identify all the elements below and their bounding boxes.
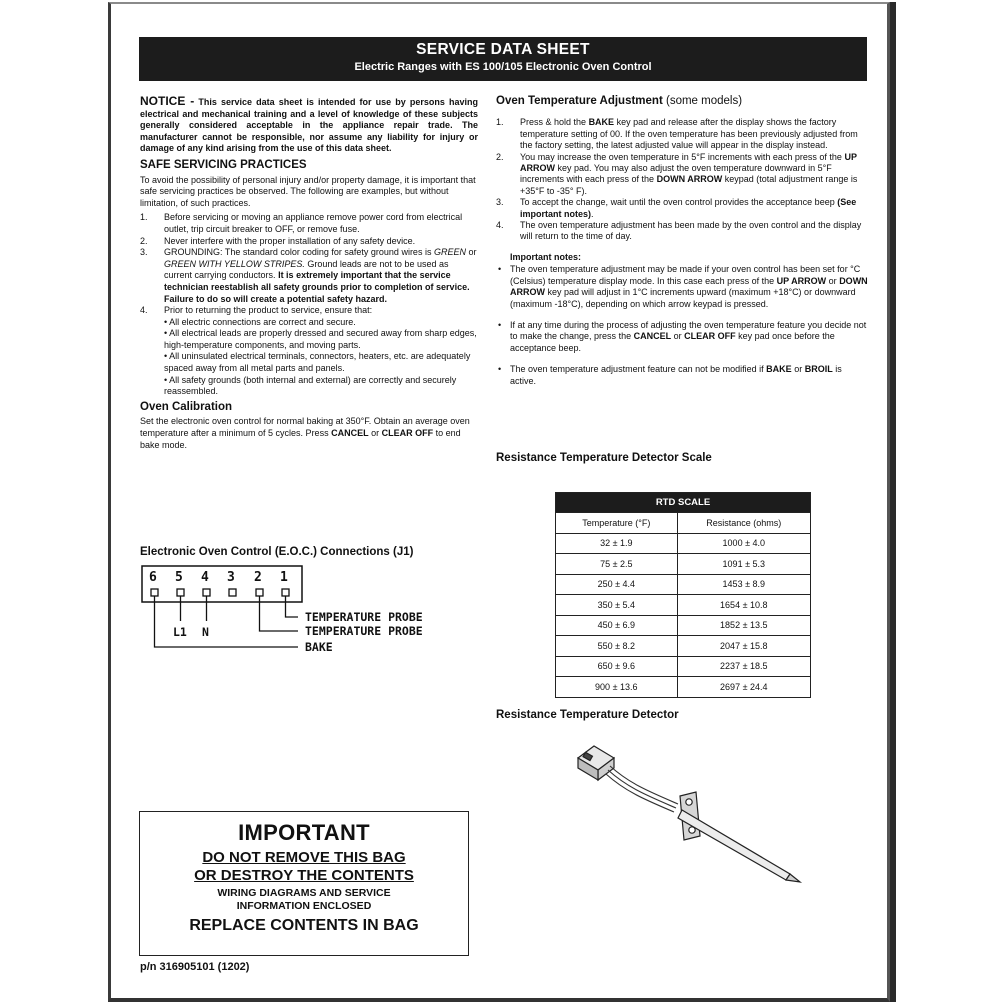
- pin-6: [151, 589, 158, 596]
- resistance-cell: 1453 ± 8.9: [677, 574, 810, 595]
- list-item: 4. Prior to returning the product to service, ensure that: • All electric connections are correct and secure. • All electrical leads are properly dressed and secured away from sharp edges, high-temperature components, and moving parts. • All uninsulated electrical terminals, connectors, heaters, etc. are adequately spaced away from all metal parts and panels. • All safety grounds (both internal and external) are correctly and securely reassembled.: [140, 305, 477, 397]
- table-row: [556, 677, 811, 698]
- important-line-2: OR DESTROY THE CONTENTS: [194, 867, 414, 884]
- list-item: 3. GROUNDING: The standard color coding for safety ground wires is GREEN or GREEN WITH YELLOW STRIPES. Ground leads are not to be used as current carrying conductors. It is extremely important that the service technician reestablish all safety grounds prior to completion of service. Failure to do so will create a potential safety hazard.: [140, 247, 477, 304]
- pin-label-4: 4: [201, 570, 209, 585]
- probe-connector: [578, 746, 614, 780]
- table-row: [556, 574, 811, 595]
- connector-diagram: [140, 563, 460, 663]
- pin-3: [229, 589, 236, 596]
- temperature-cell: 350 ± 5.4: [556, 595, 678, 616]
- pin-label-2: 2: [254, 570, 262, 585]
- temperature-cell: 32 ± 1.9: [556, 533, 678, 554]
- important-line-1: DO NOT REMOVE THIS BAG: [202, 849, 406, 866]
- connector-outline: [142, 566, 302, 602]
- table-row: [556, 595, 811, 616]
- temperature-cell: 550 ± 8.2: [556, 636, 678, 657]
- list-item: 2. You may increase the oven temperature in 5°F increments with each press of the UP ARROW key pad. You may also adjust the oven temperature downward in 5°F increments with each press of the DOWN ARROW keypad (total adjustment range is +35°F to -35° F).: [496, 151, 858, 196]
- table-row: [556, 636, 811, 657]
- important-notes-list: [496, 264, 870, 387]
- label-temp-probe-2: TEMPERATURE PROBE: [305, 624, 423, 638]
- part-number: p/n 316905101 (1202): [140, 961, 250, 973]
- column-header-resistance: Resistance (ohms): [677, 513, 810, 534]
- temperature-cell: 450 ± 6.9: [556, 615, 678, 636]
- safe-intro: To avoid the possibility of personal injury and/or property damage, it is important that safe servicing practices be observed. The following are examples, but without limitation, of such practices.: [140, 174, 476, 208]
- notice-label: NOTICE -: [140, 94, 195, 108]
- list-item: • If at any time during the process of adjusting the oven temperature feature you decide not to make the change, press the CANCEL or CLEAR OFF key pad once before the acceptance beep.: [496, 320, 870, 354]
- connections-heading: Electronic Oven Control (E.O.C.) Connections (J1): [140, 546, 414, 558]
- list-item: 3. To accept the change, wait until the oven control provides the acceptance beep (See important notes).: [496, 197, 857, 219]
- important-title: IMPORTANT: [238, 820, 370, 845]
- list-item: 4. The oven temperature adjustment has been made by the oven control and the display will return to the time of day.: [496, 220, 862, 242]
- pin-4: [203, 589, 210, 596]
- temperature-cell: 900 ± 13.6: [556, 677, 678, 698]
- safe-list: [140, 212, 478, 398]
- page-subtitle: Electric Ranges with ES 100/105 Electronic Oven Control: [354, 61, 652, 73]
- oven-calibration-heading: Oven Calibration: [140, 400, 233, 413]
- pin-label-5: 5: [175, 570, 183, 585]
- temperature-cell: 650 ± 9.6: [556, 656, 678, 677]
- rtd-scale-table: [555, 492, 811, 698]
- header-banner: [139, 37, 867, 81]
- table-row: [556, 615, 811, 636]
- list-item: • The oven temperature adjustment feature can not be modified if BAKE or BROIL is active.: [496, 364, 870, 387]
- pin-5: [177, 589, 184, 596]
- list-item: 1. Press & hold the BAKE key pad and release after the display shows the factory temperature setting of 00. If the oven temperature has been previously adjusted from the factory setting, the latest adjusted value will appear in the display instead.: [496, 117, 858, 151]
- left-column: [140, 96, 478, 451]
- temperature-cell: 250 ± 4.4: [556, 574, 678, 595]
- label-temp-probe-1: TEMPERATURE PROBE: [305, 610, 423, 624]
- probe-wires: [606, 766, 678, 812]
- list-item: 1. Before servicing or moving an appliance remove power cord from electrical outlet, trip circuit breaker to OFF, or remove fuse.: [140, 212, 463, 234]
- important-line-3: WIRING DIAGRAMS AND SERVICE: [217, 887, 391, 899]
- important-line-5: REPLACE CONTENTS IN BAG: [189, 917, 419, 934]
- rtd-scale-heading: Resistance Temperature Detector Scale: [496, 452, 712, 464]
- important-line-4: INFORMATION ENCLOSED: [236, 900, 372, 912]
- table-row: [556, 554, 811, 575]
- page-title: SERVICE DATA SHEET: [416, 41, 590, 58]
- label-n: N: [202, 625, 209, 639]
- pin-label-6: 6: [149, 570, 157, 585]
- rtd-probe-illustration: [570, 740, 810, 890]
- adjustment-steps: [496, 117, 870, 242]
- column-header-temperature: Temperature (°F): [556, 513, 678, 534]
- table-row: [556, 533, 811, 554]
- label-bake: BAKE: [305, 640, 333, 654]
- important-box: [139, 811, 469, 956]
- label-l1: L1: [173, 625, 187, 639]
- wire-pin6: [155, 596, 299, 647]
- resistance-cell: 1654 ± 10.8: [677, 595, 810, 616]
- resistance-cell: 2237 ± 18.5: [677, 656, 810, 677]
- safe-servicing-heading: SAFE SERVICING PRACTICES: [140, 158, 307, 171]
- resistance-cell: 1091 ± 5.3: [677, 554, 810, 575]
- resistance-cell: 2047 ± 15.8: [677, 636, 810, 657]
- probe-shaft: [678, 810, 800, 882]
- resistance-cell: 2697 ± 24.4: [677, 677, 810, 698]
- resistance-cell: 1852 ± 13.5: [677, 615, 810, 636]
- rtd-table-caption: RTD SCALE: [556, 493, 811, 513]
- resistance-cell: 1000 ± 4.0: [677, 533, 810, 554]
- temperature-cell: 75 ± 2.5: [556, 554, 678, 575]
- pin-1: [282, 589, 289, 596]
- list-item: 2. Never interfere with the proper installation of any safety device.: [140, 235, 416, 246]
- notice-text: This service data sheet is intended for use by persons having electrical and mechanical training and a level of knowledge of these subjects generally considered acceptable in the appliance repair trade. The manufacturer cannot be responsible, nor assume any liability for injury or damage of any kind arising from the use of this data sheet.: [140, 97, 478, 154]
- list-item: • The oven temperature adjustment may be made if your oven control has been set for °C (Celsius) temperature display mode. In this case each press of the UP ARROW or DOWN ARROW key pad will adjust in 1°C increments upward (maximum +18°C) or downward (maximum -18°C), depending on which arrow keypad is pressed.: [496, 264, 870, 310]
- right-column: [496, 96, 870, 397]
- pin-label-1: 1: [280, 570, 288, 585]
- detector-heading: Resistance Temperature Detector: [496, 709, 679, 721]
- pin-2: [256, 589, 263, 596]
- important-notes-heading: Important notes:: [510, 251, 581, 262]
- adjustment-heading: Oven Temperature Adjustment (some models): [496, 95, 743, 107]
- oven-calibration-text: Set the electronic oven control for normal baking at 350°F. Obtain an average oven temperature after a minimum of 5 cycles. Press CANCEL or CLEAR OFF to end bake mode.: [140, 416, 470, 450]
- wire-pin1: [286, 596, 299, 617]
- table-row: [556, 656, 811, 677]
- pin-label-3: 3: [227, 570, 235, 585]
- notice-paragraph: [140, 96, 478, 155]
